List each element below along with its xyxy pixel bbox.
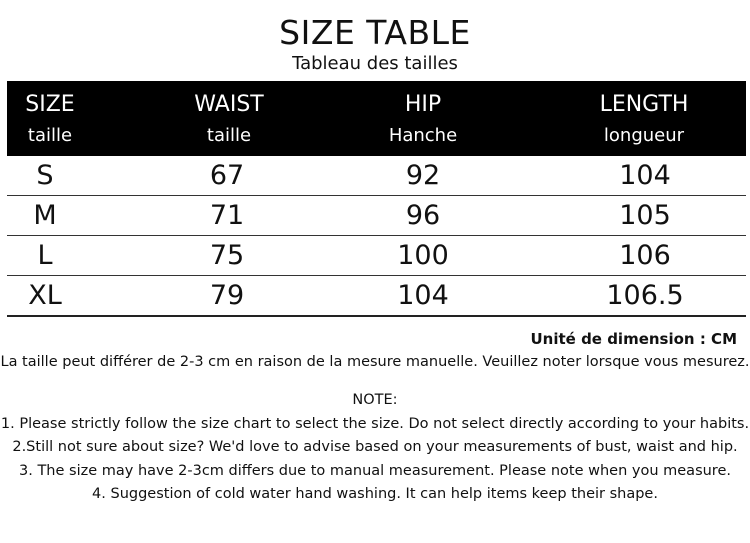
- waist-cell: 75: [209, 240, 245, 271]
- header-sublabel: taille: [206, 125, 252, 146]
- waist-cell: 71: [209, 200, 245, 231]
- hip-cell: 92: [405, 160, 441, 191]
- size-table-body: [7, 156, 746, 317]
- waist-cell: 79: [209, 280, 245, 311]
- table-row: [7, 156, 746, 196]
- length-cell: 105: [619, 200, 671, 231]
- notes-section: [0, 389, 750, 507]
- table-row: [7, 196, 746, 236]
- size-cell: S: [36, 160, 54, 191]
- hip-cell: 100: [397, 240, 449, 271]
- header-sublabel: longueur: [603, 125, 685, 146]
- note-item: 2.Still not sure about size? We'd love to advise based on your measurements of bust, waist and hip.: [12, 439, 738, 455]
- notes-heading: NOTE:: [352, 392, 398, 408]
- header-label: WAIST: [194, 92, 264, 117]
- waist-cell: 67: [209, 160, 245, 191]
- french-note: La taille peut différer de 2-3 cm en raison de la mesure manuelle. Veuillez noter lorsque vous mesurez.: [0, 354, 750, 370]
- header-sublabel: Hanche: [388, 125, 458, 146]
- length-cell: 104: [619, 160, 671, 191]
- table-header: [7, 81, 746, 156]
- note-item: 4. Suggestion of cold water hand washing. It can help items keep their shape.: [92, 486, 658, 502]
- size-cell: M: [33, 200, 57, 231]
- hip-cell: 104: [397, 280, 449, 311]
- note-item: 3. The size may have 2-3cm differs due to manual measurement. Please note when you measure.: [19, 462, 731, 479]
- size-cell: L: [37, 240, 53, 271]
- length-cell: 106.5: [606, 280, 684, 311]
- size-cell: XL: [28, 280, 62, 311]
- table-row: [7, 276, 746, 317]
- header-sublabel: taille: [27, 125, 73, 146]
- header-label: SIZE: [25, 92, 75, 117]
- page-title: SIZE TABLE: [279, 13, 471, 52]
- unit-note: Unité de dimension : CM: [530, 330, 737, 348]
- hip-cell: 96: [405, 200, 441, 231]
- table-row: [7, 236, 746, 276]
- header-label: HIP: [404, 92, 442, 117]
- header-label: LENGTH: [599, 92, 689, 117]
- page-subtitle: Tableau des tailles: [292, 53, 458, 74]
- note-item: 1. Please strictly follow the size chart to select the size. Do not select directly according to your habits.: [0, 415, 750, 432]
- length-cell: 106: [619, 240, 671, 271]
